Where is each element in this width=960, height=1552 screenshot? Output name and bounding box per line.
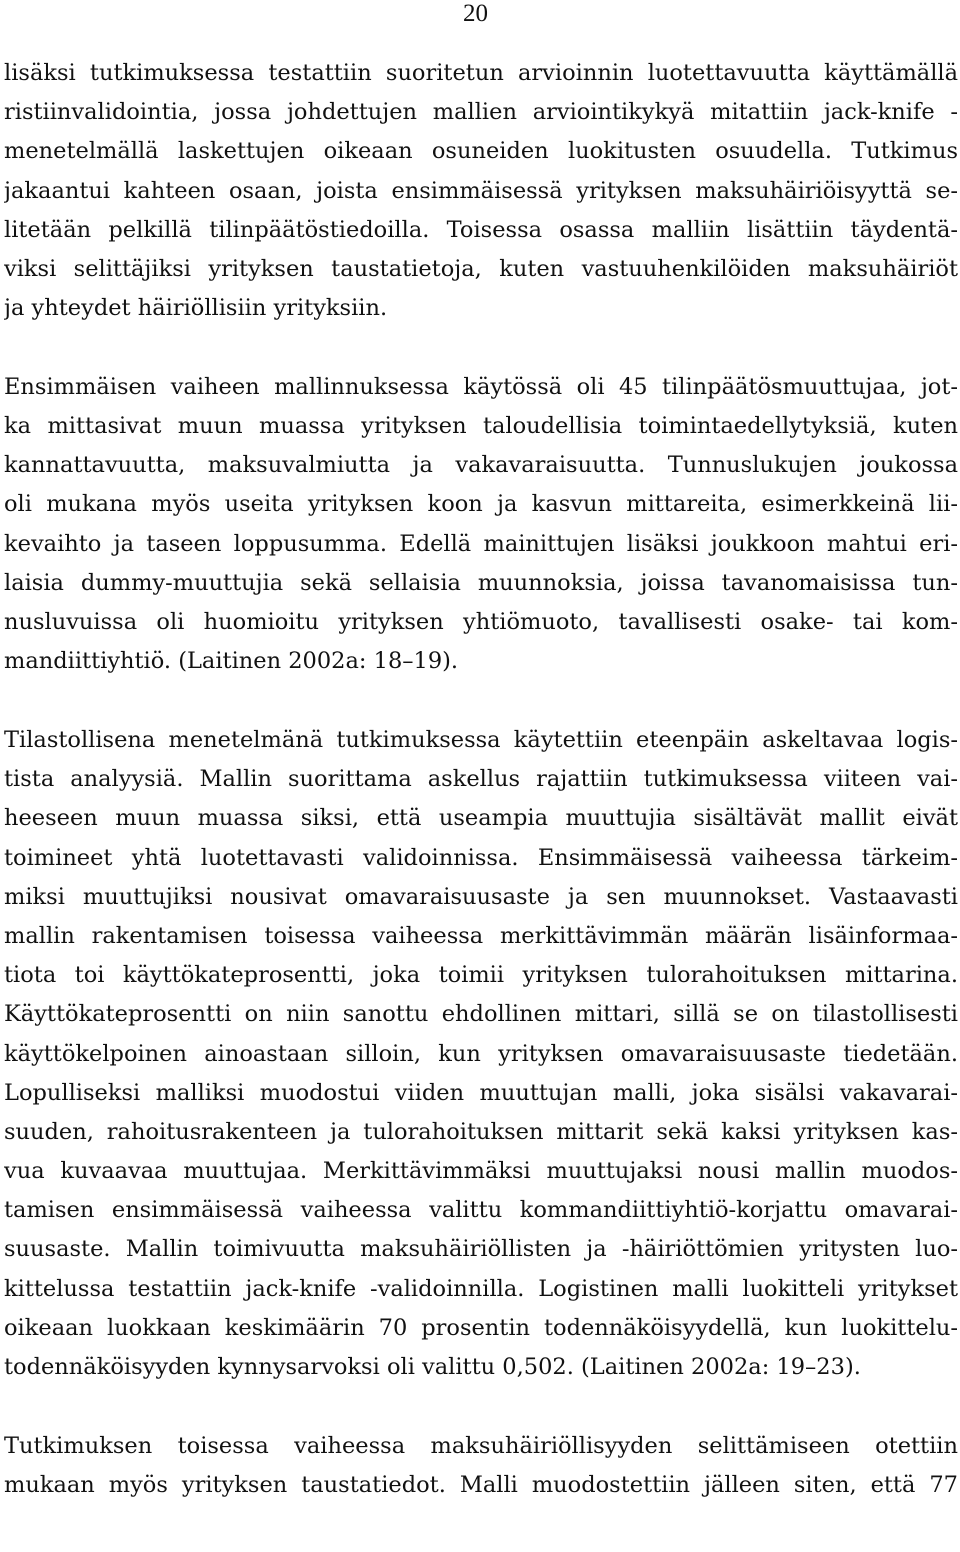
text-line: laisia dummy-muuttujia sekä sellaisia muunnoksia, joissa tavanomaisissa tun- [4,569,958,596]
text-line: heeseen muun muassa siksi, että useampia muuttujia sisältävät mallit eivät [4,805,958,832]
text-line: tista analyysiä. Mallin suorittama askellus rajattiin tutkimuksessa viiteen vai- [4,766,958,793]
text-line: mandiittiyhtiö. (Laitinen 2002a: 18–19). [4,648,459,675]
text-line: mukaan myös yrityksen taustatiedot. Malli muodostettiin jälleen siten, että 77 [4,1471,958,1498]
text-line: Tilastollisena menetelmänä tutkimuksessa käytettiin eteenpäin askeltavaa logis- [4,727,958,753]
paragraph-3 [4,721,958,1387]
text-line: lisäksi tutkimuksessa testattiin suoritetun arvioinnin luotettavuutta käyttämällä [4,60,958,86]
text-line: kevaihto ja taseen loppusumma. Edellä mainittujen lisäksi joukkoon mahtui eri- [4,530,958,557]
paragraph-1 [4,54,958,328]
paragraph-2 [4,368,958,682]
text-line: suuden, rahoitusrakenteen ja tulorahoituksen mittarit sekä kaksi yrityksen kas- [4,1118,958,1145]
text-line: jakaantui kahteen osaan, joista ensimmäisessä yrityksen maksuhäiriöisyyttä se- [4,177,958,204]
text-line: nusluvuissa oli huomioitu yrityksen yhtiömuoto, tavallisesti osake- tai kom- [4,609,958,636]
text-line: oli mukana myös useita yrityksen koon ja kasvun mittareita, esimerkkeinä lii- [4,491,958,518]
text-line: Tutkimuksen toisessa vaiheessa maksuhäiriöllisyyden selittämiseen otettiin [4,1432,958,1459]
text-line: Käyttökateprosentti on niin sanottu ehdollinen mittari, sillä se on tilastollisesti [4,1001,958,1028]
text-line: tamisen ensimmäisessä vaiheessa valittu kommandiittiyhtiö-korjattu omavarai- [4,1197,958,1224]
text-line: litetään pelkillä tilinpäätöstiedoilla. Toisessa osassa malliin lisättiin täydentä- [4,216,958,243]
text-line: menetelmällä laskettujen oikeaan osuneiden luokitusten osuudella. Tutkimus [4,138,958,165]
text-line: Ensimmäisen vaiheen mallinnuksessa käytössä oli 45 tilinpäätösmuuttujaa, jot- [4,373,958,400]
paragraph-gap [4,1387,958,1427]
text-line: käyttökelpoinen ainoastaan silloin, kun yrityksen omavaraisuusaste tiedetään. [4,1040,958,1067]
text-line: kittelussa testattiin jack-knife -validoinnilla. Logistinen malli luokitteli yritykset [4,1275,958,1302]
text-line: ka mittasivat muun muassa yrityksen taloudellisia toimintaedellytyksiä, kuten [4,413,958,440]
text-line: toimineet yhtä luotettavasti validoinnissa. Ensimmäisessä vaiheessa tärkeim- [4,844,958,871]
text-line: Lopulliseksi malliksi muodostui viiden muuttujan malli, joka sisälsi vakavarai- [4,1079,958,1106]
document-body [4,54,958,1505]
paragraph-gap [4,328,958,368]
text-line: todennäköisyyden kynnysarvoksi oli valittu 0,502. (Laitinen 2002a: 19–23). [4,1354,861,1380]
text-line: miksi muuttujiksi nousivat omavaraisuusaste ja sen muunnokset. Vastaavasti [4,883,958,910]
text-line: viksi selittäjiksi yrityksen taustatietoja, kuten vastuuhenkilöiden maksuhäiriöt [4,255,958,282]
text-line: ja yhteydet häiriöllisiin yrityksiin. [4,295,388,322]
text-line: ristiinvalidointia, jossa johdettujen mallien arviointikykyä mitattiin jack-knife - [4,99,958,126]
text-line: vua kuvaavaa muuttujaa. Merkittävimmäksi muuttujaksi nousi mallin muodos- [4,1158,958,1185]
paragraph-4 [4,1427,958,1505]
text-line: kannattavuutta, maksuvalmiutta ja vakavaraisuutta. Tunnuslukujen joukossa [4,452,958,479]
text-line: suusaste. Mallin toimivuutta maksuhäiriöllisten ja -häiriöttömien yritysten luo- [4,1236,958,1263]
text-line: tiota toi käyttökateprosentti, joka toimii yrityksen tulorahoituksen mittarina. [4,962,958,989]
text-line: mallin rakentamisen toisessa vaiheessa merkittävimmän määrän lisäinformaa- [4,922,958,949]
page-number: 20 [463,0,488,27]
paragraph-gap [4,681,958,721]
text-line: oikeaan luokkaan keskimäärin 70 prosentin todennäköisyydellä, kun luokittelu- [4,1314,958,1341]
